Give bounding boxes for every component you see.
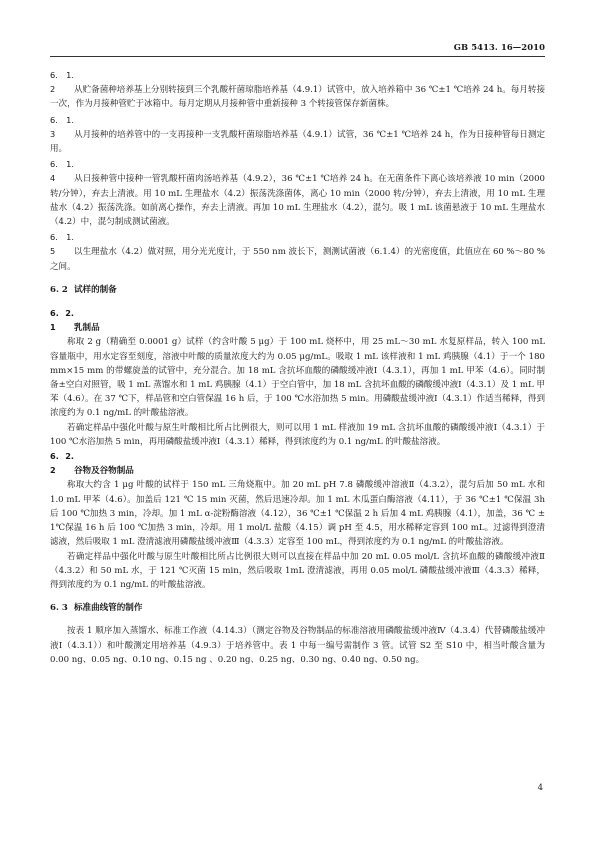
paragraph-6-2-1-b: 若确定样品中强化叶酸与原生叶酸相比所占比例很大，则可以用 1 mL 样液加 19 mL 含抗坏血酸的磷酸缓冲液Ⅰ（4.3.1）于 100 ℃水浴加热 5 min，再用磷酸盐缓冲液Ⅰ（4.3.1）稀释，得到浓度约为 0.1 ng/mL 的叶酸盐溶液。 [50, 422, 545, 447]
page-number: 4 [537, 783, 543, 793]
section-6-1-5 [50, 230, 545, 274]
heading-6-3 [50, 601, 545, 615]
heading-number: 6. 3 [50, 603, 68, 614]
section-6-1-2 [50, 68, 545, 112]
heading-title: 试样的制备 [74, 284, 117, 295]
document-body [50, 68, 545, 667]
standard-code-header: GB 5413. 16—2010 [453, 42, 545, 52]
section-text: 从月接种的培养管中的一支再接种一支乳酸杆菌琼脂培养基（4.9.1）试管，36 ℃±1 ℃培养 24 h，作为日接种管每日测定用。 [50, 129, 545, 155]
header-divider [50, 56, 545, 57]
section-number: 6. 1. 5 [50, 232, 74, 257]
paragraph-6-2-2-b: 若确定样品中强化叶酸与原生叶酸相比所占比例很大则可以直接在样品中加 20 mL 0.05 mol/L 含抗坏血酸的磷酸缓冲液Ⅱ（4.3.2）和 50 mL 水，于 121 ℃灭菌 15 min，然后吸取 1mL 澄清滤液，再用 0.05 mol/L 磷酸盐缓冲液Ⅲ（4.3.3）稀释，得到浓度约为 0.1 ng/mL 的叶酸盐溶液。 [50, 551, 545, 590]
heading-title: 标准曲线管的制作 [74, 603, 143, 614]
section-6-1-3 [50, 113, 545, 157]
section-number: 6. 1. 2 [50, 70, 74, 95]
heading-title: 谷物及谷物制品 [74, 466, 134, 477]
heading-6-2 [50, 283, 545, 297]
heading-number: 6. 2. 2 [50, 451, 74, 476]
heading-number: 6. 2. 1 [50, 308, 74, 333]
paragraph-6-2-2-a: 称取大约含 1 μg 叶酸的试样于 150 mL 三角烧瓶中。加 20 mL pH 7.8 磷酸缓冲溶液Ⅱ（4.3.2），混匀后加 50 mL 水和 1.0 mL 甲苯（4.6）。加盖后 121 ℃ 15 min 灭菌，然后迅速冷却。加 1 mL 木瓜蛋白酶溶液（4.11），于 36 ℃±1 ℃保温 3h 后 100 ℃加热 3 min，冷却。加 1 mL α-淀粉酶溶液（4.12），36 ℃±1 ℃保温 2 h 后加 4 mL 鸡胰腺（4.1），加盖，36 ℃ ± 1℃保温 16 h 后 100 ℃加热 3 min，冷却。用 1 mol/L 盐酸（4.15）调 pH 至 4.5，用水稀释定容到 100 mL。过滤得到澄清滤液，然后吸取 1 mL 澄清滤液用磷酸盐缓冲液Ⅲ（4.3.3）定容至 100 mL，得到浓度约为 0.1 ng/mL 的叶酸盐溶液。 [50, 480, 545, 548]
section-number: 6. 1. 4 [50, 159, 74, 184]
section-number: 6. 1. 3 [50, 114, 74, 139]
section-text: 从日接种管中接种一管乳酸杆菌肉汤培养基（4.9.2），36 ℃±1 ℃培养 24 h。在无菌条件下离心该培养液 10 min（2000 转/分钟），弃去上清液。用 10 mL 生理盐水（4.2）振荡洗涤菌体，离心 10 min（2000 转/分钟），弃去上清液，用 10 mL 生理盐水（4.2）振荡洗涤。如前离心操作，弃去上清液。再加 10 mL 生理盐水（4.2），混匀。吸 1 mL 该菌悬液于 10 mL 生理盐水（4.2）中，混匀制成测试菌液。 [50, 174, 545, 228]
section-6-1-4 [50, 157, 545, 229]
paragraph-6-3: 按表 1 顺序加入蒸馏水、标准工作液（4.14.3）（测定谷物及谷物制品的标准溶液用磷酸盐缓冲液Ⅳ（4.3.4）代替磷酸盐缓冲液Ⅰ（4.3.1））和叶酸测定用培养基（4.9.3）于培养管中。表 1 中每一编号需制作 3 管。试管 S2 至 S10 中，相当叶酸含量为 0.00 ng、0.05 ng、0.10 ng、0.15 ng 、0.20 ng、0.25 ng、0.30 ng、0.40 ng、0.50 ng。 [50, 626, 545, 665]
paragraph-6-2-1-a: 称取 2 g（精确至 0.0001 g）试样（约含叶酸 5 μg）于 100 mL 烧杯中，用 25 mL～30 mL 水复原样品，转入 100 mL 容量瓶中，用水定容至刻度，溶液中叶酸的质量浓度大约为 0.05 μg/mL。吸取 1 mL 该样液和 1 mL 鸡胰腺（4.1）于一个 180 mm×15 mm 的带螺旋盖的试管中，充分混合。加 18 mL 含抗坏血酸的磷酸缓冲液Ⅰ（4.3.1），再加 1 mL 甲苯（4.6）。同时制备±空白对照管，吸 1 mL 蒸馏水和 1 mL 鸡胰腺（4.1）于空白管中，加 18 mL 含抗坏血酸的磷酸缓冲液Ⅰ（4.3.1）及 1 mL 甲苯（4.6）。在 37 ℃下，样品管和空白管保温 16 h 后，于 100 ℃水浴加热 5 min。用磷酸盐缓冲液Ⅰ（4.3.1）作适当稀释，得到浓度约为 0.1 ng/mL 的叶酸盐溶液。 [50, 337, 545, 419]
heading-number: 6. 2 [50, 284, 68, 295]
section-text: 从贮备菌种培养基上分别转接到三个乳酸杆菌琼脂培养基（4.9.1）试管中，放入培养箱中 36 ℃±1 ℃培养 24 h。每月转接一次，作为月接种管贮于冰箱中。每月定期从月接种管中重新接种 3 个转接管保存新菌株。 [50, 85, 545, 110]
heading-title: 乳制品 [74, 323, 100, 334]
heading-6-2-2 [50, 449, 545, 478]
section-text: 以生理盐水（4.2）做对照，用分光光度计，于 550 nm 波长下，测测试菌液（6.1.4）的光密度值，此值应在 60 %～80 %之间。 [50, 247, 545, 272]
heading-6-2-1 [50, 306, 545, 335]
